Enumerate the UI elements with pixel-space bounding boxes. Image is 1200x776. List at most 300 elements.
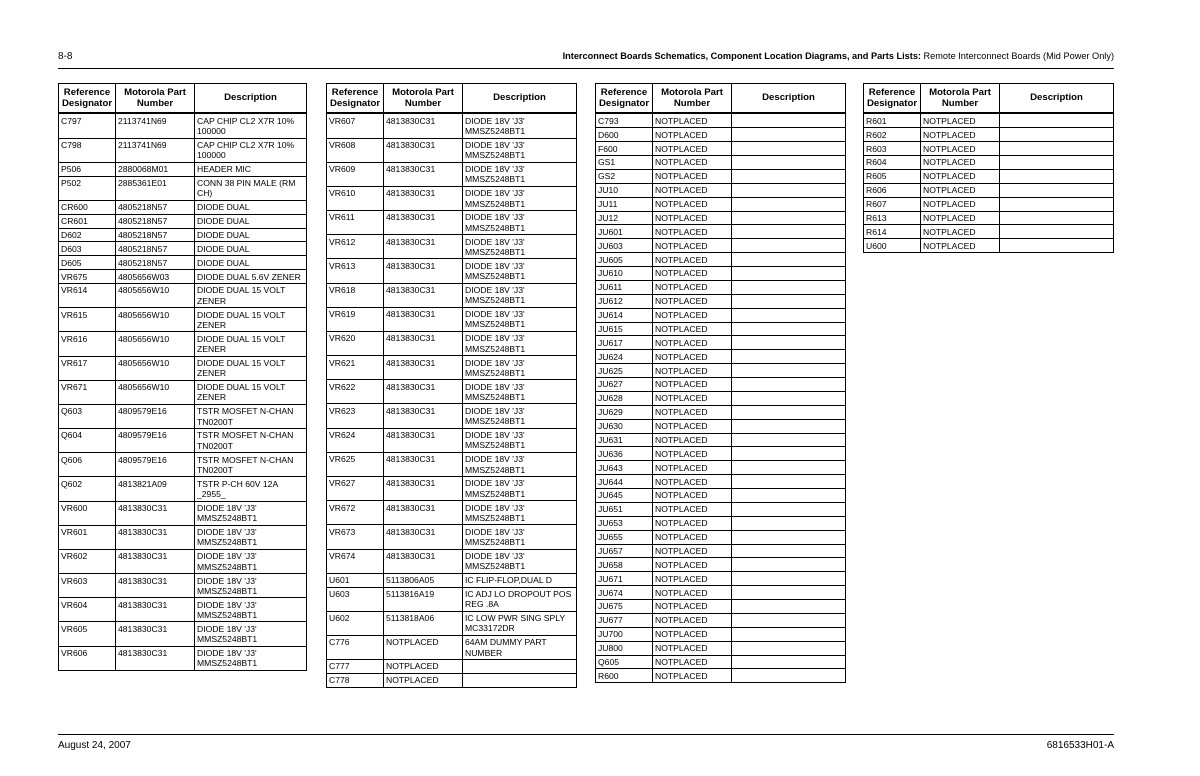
table-row (864, 183, 1114, 197)
cell-reference-designator: JU700 (596, 627, 653, 641)
table-row (864, 142, 1114, 156)
table-row (596, 447, 846, 461)
table-row (596, 183, 846, 197)
column-header-motorola-part-number: Motorola Part Number (384, 84, 463, 114)
table-row (596, 572, 846, 586)
table-row (596, 461, 846, 475)
cell-reference-designator: P502 (59, 176, 116, 200)
cell-part-number: 4809579E16 (116, 453, 195, 477)
cell-reference-designator: VR620 (327, 331, 384, 355)
table-row (327, 587, 577, 611)
cell-reference-designator: JU671 (596, 572, 653, 586)
cell-description (732, 613, 846, 627)
cell-part-number: NOTPLACED (653, 572, 732, 586)
cell-part-number: 4813830C31 (384, 404, 463, 428)
cell-reference-designator: VR672 (327, 501, 384, 525)
cell-part-number: NOTPLACED (653, 669, 732, 683)
cell-part-number: NOTPLACED (653, 267, 732, 281)
table-row (596, 364, 846, 378)
table-row (327, 573, 577, 587)
cell-description (732, 183, 846, 197)
cell-part-number: 4813830C31 (384, 356, 463, 380)
cell-reference-designator: VR624 (327, 428, 384, 452)
cell-description: DIODE 18V 'J3' MMSZ5248BT1 (463, 113, 577, 138)
table-header-row (59, 84, 307, 114)
cell-part-number: 4813830C31 (384, 113, 463, 138)
table-row (59, 646, 307, 670)
column-header-description: Description (195, 84, 307, 114)
table-row (596, 113, 846, 128)
cell-description (732, 197, 846, 211)
cell-description: DIODE DUAL (195, 228, 307, 242)
cell-reference-designator: VR617 (59, 356, 116, 380)
parts-table (595, 83, 846, 683)
cell-reference-designator: JU657 (596, 544, 653, 558)
cell-part-number: 4813830C31 (384, 331, 463, 355)
cell-reference-designator: R606 (864, 183, 921, 197)
cell-reference-designator: R604 (864, 156, 921, 170)
cell-reference-designator: U600 (864, 239, 921, 253)
cell-part-number: NOTPLACED (384, 660, 463, 674)
cell-reference-designator: JU636 (596, 447, 653, 461)
cell-description (732, 572, 846, 586)
cell-reference-designator: VR616 (59, 332, 116, 356)
table-row (327, 611, 577, 635)
cell-reference-designator: Q605 (596, 655, 653, 669)
cell-reference-designator: C778 (327, 673, 384, 687)
table-row (59, 284, 307, 308)
cell-description (732, 364, 846, 378)
table-row (596, 280, 846, 294)
cell-part-number: NOTPLACED (653, 350, 732, 364)
parts-table (58, 83, 307, 671)
table-row (327, 549, 577, 573)
cell-description: DIODE 18V 'J3' MMSZ5248BT1 (463, 501, 577, 525)
cell-description: DIODE 18V 'J3' MMSZ5248BT1 (463, 331, 577, 355)
cell-reference-designator: C776 (327, 635, 384, 659)
cell-part-number: 4813830C31 (384, 211, 463, 235)
table-row (59, 162, 307, 176)
cell-reference-designator: JU603 (596, 239, 653, 253)
cell-part-number: NOTPLACED (653, 558, 732, 572)
cell-description (1000, 128, 1114, 142)
cell-part-number: 4805218N57 (116, 200, 195, 214)
cell-part-number: 4813830C31 (384, 138, 463, 162)
table-row (596, 586, 846, 600)
cell-part-number: NOTPLACED (921, 225, 1000, 239)
cell-reference-designator: VR607 (327, 113, 384, 138)
table-row (327, 501, 577, 525)
cell-description: DIODE 18V 'J3' MMSZ5248BT1 (463, 162, 577, 186)
cell-part-number: 4805656W10 (116, 332, 195, 356)
cell-description: IC ADJ LO DROPOUT POS REG .8A (463, 587, 577, 611)
table-row (59, 214, 307, 228)
cell-description (732, 142, 846, 156)
table-row (596, 336, 846, 350)
table-row (59, 549, 307, 573)
cell-part-number: NOTPLACED (653, 308, 732, 322)
cell-part-number: NOTPLACED (653, 253, 732, 267)
table-row (327, 525, 577, 549)
cell-description: DIODE 18V 'J3' MMSZ5248BT1 (195, 574, 307, 598)
table-row (327, 428, 577, 452)
cell-reference-designator: VR608 (327, 138, 384, 162)
cell-reference-designator: JU612 (596, 294, 653, 308)
cell-description (1000, 197, 1114, 211)
cell-part-number: NOTPLACED (653, 530, 732, 544)
cell-part-number: NOTPLACED (653, 364, 732, 378)
cell-reference-designator: VR600 (59, 501, 116, 525)
cell-description (1000, 239, 1114, 253)
cell-part-number: 2113741N69 (116, 113, 195, 138)
column-header-reference-designator: Reference Designator (596, 84, 653, 114)
cell-description: DIODE 18V 'J3' MMSZ5248BT1 (195, 646, 307, 670)
cell-reference-designator: R600 (596, 669, 653, 683)
table-row (596, 308, 846, 322)
table-header-row (327, 84, 577, 114)
table-row (596, 391, 846, 405)
column-header-motorola-part-number: Motorola Part Number (653, 84, 732, 114)
table-row (596, 627, 846, 641)
cell-part-number: NOTPLACED (653, 447, 732, 461)
cell-reference-designator: JU675 (596, 600, 653, 614)
cell-description (463, 660, 577, 674)
table-row (596, 142, 846, 156)
cell-description (732, 433, 846, 447)
cell-description: TSTR MOSFET N-CHAN TN0200T (195, 429, 307, 453)
cell-reference-designator: JU614 (596, 308, 653, 322)
table-row (596, 225, 846, 239)
cell-part-number: NOTPLACED (653, 489, 732, 503)
cell-reference-designator: VR615 (59, 308, 116, 332)
table-row (596, 502, 846, 516)
cell-part-number: 4805218N57 (116, 214, 195, 228)
cell-description: DIODE 18V 'J3' MMSZ5248BT1 (463, 307, 577, 331)
table-row (596, 433, 846, 447)
cell-part-number: NOTPLACED (921, 183, 1000, 197)
table-row (327, 138, 577, 162)
table-row (59, 200, 307, 214)
table-row (59, 242, 307, 256)
table-row (327, 404, 577, 428)
header-title-bold: Interconnect Boards Schematics, Component Location Diagrams, and Parts Lists: (562, 51, 921, 61)
table-row (59, 574, 307, 598)
cell-description (1000, 169, 1114, 183)
cell-description (732, 128, 846, 142)
cell-description (1000, 156, 1114, 170)
cell-reference-designator: JU674 (596, 586, 653, 600)
cell-part-number: NOTPLACED (653, 322, 732, 336)
table-row (59, 270, 307, 284)
cell-part-number: NOTPLACED (653, 128, 732, 142)
cell-reference-designator: VR609 (327, 162, 384, 186)
table-row (327, 211, 577, 235)
cell-part-number: 4813830C31 (116, 598, 195, 622)
cell-description (732, 308, 846, 322)
table-row (596, 669, 846, 683)
parts-table-3-container (595, 83, 846, 683)
table-row (864, 211, 1114, 225)
cell-part-number: 4805218N57 (116, 228, 195, 242)
cell-reference-designator: C798 (59, 138, 116, 162)
table-row (59, 256, 307, 270)
cell-part-number: NOTPLACED (921, 211, 1000, 225)
table-row (59, 308, 307, 332)
cell-description: CONN 38 PIN MALE (RM CH) (195, 176, 307, 200)
cell-reference-designator: VR625 (327, 452, 384, 476)
table-row (864, 197, 1114, 211)
cell-part-number: NOTPLACED (653, 502, 732, 516)
cell-description: DIODE 18V 'J3' MMSZ5248BT1 (463, 452, 577, 476)
cell-description (732, 267, 846, 281)
cell-reference-designator: GS2 (596, 169, 653, 183)
table-row (596, 211, 846, 225)
cell-part-number: 4809579E16 (116, 429, 195, 453)
table-row (59, 501, 307, 525)
cell-reference-designator: JU643 (596, 461, 653, 475)
cell-reference-designator: Q602 (59, 477, 116, 501)
cell-reference-designator: C793 (596, 113, 653, 128)
cell-description (732, 669, 846, 683)
table-row (864, 156, 1114, 170)
page-number: 8-8 (58, 51, 73, 62)
cell-description: DIODE 18V 'J3' MMSZ5248BT1 (463, 283, 577, 307)
cell-part-number: NOTPLACED (653, 627, 732, 641)
table-row (327, 259, 577, 283)
cell-description: DIODE DUAL 15 VOLT ZENER (195, 332, 307, 356)
cell-part-number: 4813830C31 (384, 501, 463, 525)
cell-reference-designator: VR623 (327, 404, 384, 428)
cell-part-number: NOTPLACED (653, 294, 732, 308)
cell-description (732, 530, 846, 544)
cell-description: DIODE 18V 'J3' MMSZ5248BT1 (195, 525, 307, 549)
cell-reference-designator: JU630 (596, 419, 653, 433)
cell-part-number: 4813830C31 (384, 307, 463, 331)
cell-reference-designator: VR622 (327, 380, 384, 404)
cell-reference-designator: JU658 (596, 558, 653, 572)
cell-part-number: 4813830C31 (384, 235, 463, 259)
cell-description: DIODE 18V 'J3' MMSZ5248BT1 (463, 380, 577, 404)
table-row (596, 558, 846, 572)
table-row (596, 197, 846, 211)
cell-description (732, 558, 846, 572)
table-row (596, 156, 846, 170)
cell-reference-designator: Q603 (59, 404, 116, 428)
cell-description: DIODE 18V 'J3' MMSZ5248BT1 (463, 404, 577, 428)
table-row (327, 673, 577, 687)
cell-part-number: NOTPLACED (384, 673, 463, 687)
cell-description: DIODE 18V 'J3' MMSZ5248BT1 (463, 211, 577, 235)
cell-description (732, 419, 846, 433)
cell-reference-designator: VR606 (59, 646, 116, 670)
footer-document-number: 6816533H01-A (1046, 740, 1114, 751)
cell-part-number: NOTPLACED (653, 239, 732, 253)
cell-reference-designator: F600 (596, 142, 653, 156)
table-row (59, 138, 307, 162)
cell-description: DIODE DUAL (195, 200, 307, 214)
cell-part-number: NOTPLACED (921, 113, 1000, 128)
cell-description (732, 447, 846, 461)
cell-reference-designator: R613 (864, 211, 921, 225)
cell-reference-designator: JU651 (596, 502, 653, 516)
table-row (59, 332, 307, 356)
table-row (59, 525, 307, 549)
cell-description (732, 113, 846, 128)
cell-reference-designator: VR601 (59, 525, 116, 549)
cell-part-number: 4805656W10 (116, 356, 195, 380)
cell-description (732, 502, 846, 516)
cell-part-number: 4813830C31 (384, 380, 463, 404)
table-row (59, 598, 307, 622)
cell-part-number: 5113806A05 (384, 573, 463, 587)
cell-description (732, 627, 846, 641)
cell-reference-designator: VR604 (59, 598, 116, 622)
cell-description: DIODE 18V 'J3' MMSZ5248BT1 (463, 356, 577, 380)
cell-part-number: 4813821A09 (116, 477, 195, 501)
cell-part-number: 4805218N57 (116, 242, 195, 256)
table-row (596, 378, 846, 392)
cell-reference-designator: JU677 (596, 613, 653, 627)
cell-description: DIODE 18V 'J3' MMSZ5248BT1 (195, 549, 307, 573)
table-row (864, 239, 1114, 253)
cell-part-number: NOTPLACED (653, 225, 732, 239)
table-row (59, 356, 307, 380)
column-header-description: Description (463, 84, 577, 114)
table-row (596, 530, 846, 544)
cell-part-number: NOTPLACED (384, 635, 463, 659)
cell-reference-designator: JU11 (596, 197, 653, 211)
cell-reference-designator: R607 (864, 197, 921, 211)
cell-part-number: NOTPLACED (653, 391, 732, 405)
parts-table-1-container (58, 83, 307, 671)
cell-description: 64AM DUMMY PART NUMBER (463, 635, 577, 659)
cell-description: DIODE DUAL 15 VOLT ZENER (195, 284, 307, 308)
column-header-motorola-part-number: Motorola Part Number (116, 84, 195, 114)
column-header-description: Description (732, 84, 846, 114)
table-row (596, 641, 846, 655)
cell-reference-designator: VR674 (327, 549, 384, 573)
cell-reference-designator: JU625 (596, 364, 653, 378)
cell-part-number: NOTPLACED (653, 586, 732, 600)
cell-part-number: 4813830C31 (384, 428, 463, 452)
cell-part-number: 4813830C31 (116, 501, 195, 525)
cell-description (732, 516, 846, 530)
table-row (596, 516, 846, 530)
table-header-row (596, 84, 846, 114)
table-row (596, 600, 846, 614)
table-row (596, 322, 846, 336)
cell-description: DIODE 18V 'J3' MMSZ5248BT1 (463, 549, 577, 573)
cell-part-number: NOTPLACED (653, 419, 732, 433)
cell-reference-designator: D603 (59, 242, 116, 256)
cell-part-number: NOTPLACED (653, 197, 732, 211)
cell-part-number: NOTPLACED (653, 655, 732, 669)
table-row (327, 235, 577, 259)
table-row (327, 331, 577, 355)
cell-part-number: NOTPLACED (921, 197, 1000, 211)
cell-part-number: 4813830C31 (116, 646, 195, 670)
cell-description: DIODE DUAL 15 VOLT ZENER (195, 380, 307, 404)
column-header-reference-designator: Reference Designator (864, 84, 921, 114)
cell-description (732, 350, 846, 364)
cell-reference-designator: VR671 (59, 380, 116, 404)
cell-reference-designator: JU611 (596, 280, 653, 294)
cell-part-number: 4813830C31 (384, 549, 463, 573)
column-header-reference-designator: Reference Designator (59, 84, 116, 114)
cell-part-number: 5113818A06 (384, 611, 463, 635)
cell-description: DIODE DUAL (195, 256, 307, 270)
cell-reference-designator: C797 (59, 113, 116, 138)
cell-part-number: 4813830C31 (384, 452, 463, 476)
table-row (59, 113, 307, 138)
cell-part-number: NOTPLACED (921, 239, 1000, 253)
cell-reference-designator: JU800 (596, 641, 653, 655)
cell-reference-designator: GS1 (596, 156, 653, 170)
cell-description (732, 655, 846, 669)
table-row (596, 489, 846, 503)
cell-description: CAP CHIP CL2 X7R 10% 100000 (195, 138, 307, 162)
cell-description (732, 586, 846, 600)
cell-reference-designator: R614 (864, 225, 921, 239)
cell-description (463, 673, 577, 687)
cell-reference-designator: Q604 (59, 429, 116, 453)
cell-description: HEADER MIC (195, 162, 307, 176)
table-row (864, 225, 1114, 239)
table-row (327, 380, 577, 404)
cell-reference-designator: VR613 (327, 259, 384, 283)
cell-part-number: NOTPLACED (653, 211, 732, 225)
table-row (327, 476, 577, 500)
cell-reference-designator: JU628 (596, 391, 653, 405)
cell-part-number: 4813830C31 (384, 525, 463, 549)
cell-part-number: NOTPLACED (653, 142, 732, 156)
table-row (596, 419, 846, 433)
cell-part-number: NOTPLACED (653, 475, 732, 489)
table-row (327, 660, 577, 674)
cell-part-number: NOTPLACED (653, 613, 732, 627)
parts-table (326, 83, 577, 688)
cell-description: DIODE 18V 'J3' MMSZ5248BT1 (463, 476, 577, 500)
cell-description (732, 641, 846, 655)
cell-reference-designator: VR610 (327, 186, 384, 210)
cell-part-number: NOTPLACED (653, 336, 732, 350)
table-row (327, 635, 577, 659)
cell-part-number: 4805218N57 (116, 256, 195, 270)
table-row (327, 162, 577, 186)
parts-table (863, 83, 1114, 253)
table-row (327, 452, 577, 476)
cell-part-number: NOTPLACED (653, 433, 732, 447)
table-row (596, 253, 846, 267)
table-header-row (864, 84, 1114, 114)
page-header-title (563, 51, 1114, 61)
table-row (864, 169, 1114, 183)
cell-reference-designator: JU653 (596, 516, 653, 530)
table-row (596, 350, 846, 364)
cell-reference-designator: JU605 (596, 253, 653, 267)
cell-reference-designator: JU12 (596, 211, 653, 225)
cell-reference-designator: U603 (327, 587, 384, 611)
cell-description (1000, 211, 1114, 225)
cell-part-number: 5113816A19 (384, 587, 463, 611)
cell-part-number: NOTPLACED (653, 156, 732, 170)
cell-reference-designator: D600 (596, 128, 653, 142)
cell-reference-designator: VR675 (59, 270, 116, 284)
cell-description (732, 322, 846, 336)
footer-date: August 24, 2007 (58, 740, 131, 751)
cell-reference-designator: JU644 (596, 475, 653, 489)
cell-description: DIODE DUAL (195, 242, 307, 256)
